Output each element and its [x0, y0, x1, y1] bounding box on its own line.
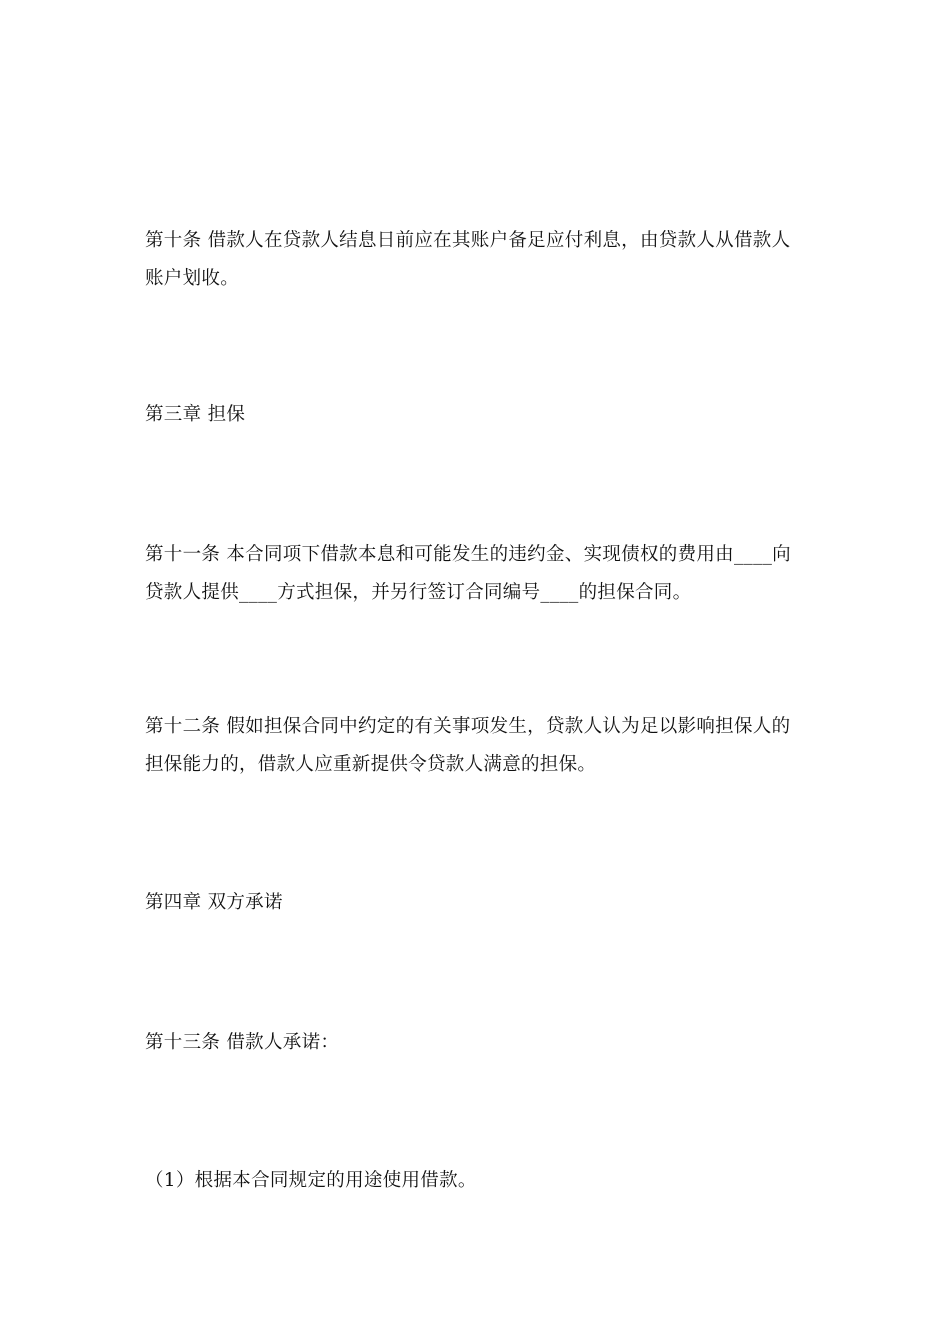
chapter-3-heading [145, 396, 815, 434]
chapter-3-title: 第三章 担保 [145, 404, 246, 425]
chapter-4-title: 第四章 双方承诺 [145, 892, 283, 913]
article-12-line-1: 第十二条 假如担保合同中约定的有关事项发生，贷款人认为足以影响担保人的 [145, 716, 791, 737]
article-12 [145, 708, 815, 784]
article-10-line-2: 账户划收。 [145, 268, 240, 289]
article-12-line-2: 担保能力的，借款人应重新提供令贷款人满意的担保。 [145, 754, 597, 775]
article-10-line-1: 第十条 借款人在贷款人结息日前应在其账户备足应付利息，由贷款人从借款人 [145, 230, 791, 251]
list-item-1-text: （1）根据本合同规定的用途使用借款。 [145, 1170, 477, 1191]
chapter-4-heading [145, 884, 815, 922]
article-11-line-1: 第十一条 本合同项下借款本息和可能发生的违约金、实现债权的费用由____向 [145, 544, 791, 565]
article-13 [145, 1024, 815, 1062]
list-item-1 [145, 1162, 815, 1200]
article-10 [145, 222, 815, 298]
article-11-line-2: 贷款人提供____方式担保，并另行签订合同编号____的担保合同。 [145, 582, 692, 603]
article-11 [145, 536, 815, 612]
article-13-text: 第十三条 借款人承诺： [145, 1032, 340, 1053]
